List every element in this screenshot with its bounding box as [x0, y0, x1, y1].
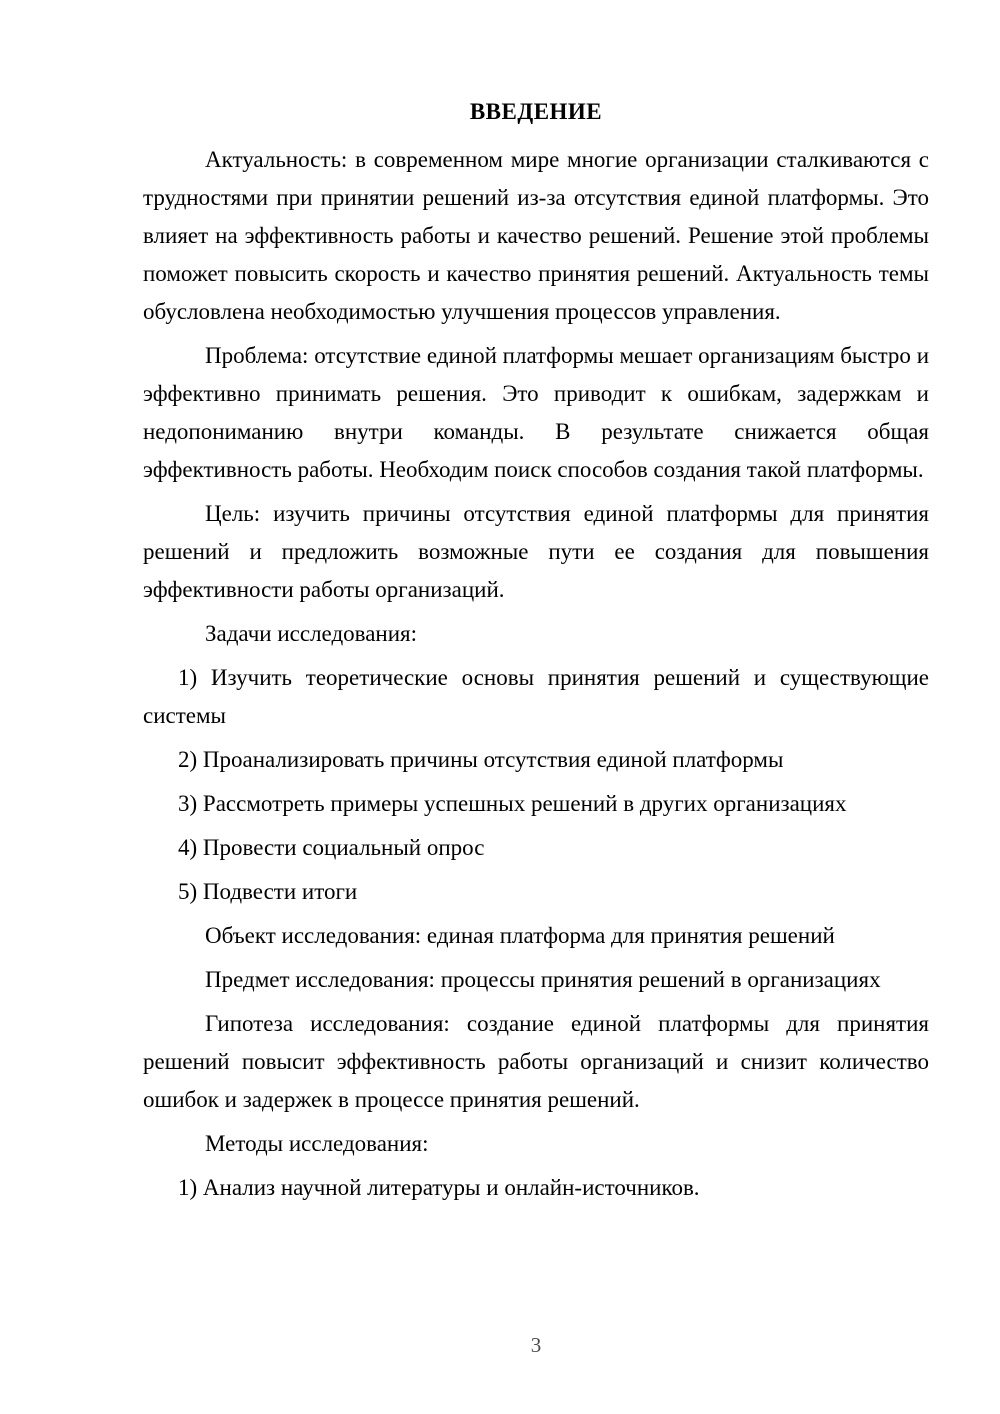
list-item: 1) Изучить теоретические основы принятия решений и существующие системы: [143, 665, 929, 728]
list-item: 5) Подвести итоги: [178, 879, 358, 904]
document-content: [143, 93, 929, 1213]
list-item: 2) Проанализировать причины отсутствия единой платформы: [178, 747, 784, 772]
page-number: 3: [530, 1333, 542, 1357]
paragraph: Предмет исследования: процессы принятия решений в организациях: [205, 967, 881, 992]
paragraph: Цель: изучить причины отсутствия единой платформы для принятия решений и предложить возможные пути ее создания для повышения эффективности работы организаций.: [143, 501, 929, 602]
paragraph: Задачи исследования:: [205, 621, 418, 646]
paragraph: Методы исследования:: [205, 1131, 429, 1156]
list-item: 3) Рассмотреть примеры успешных решений в других организациях: [178, 791, 847, 816]
paragraph: Объект исследования: единая платформа для принятия решений: [205, 923, 835, 948]
paragraph: Гипотеза исследования: создание единой платформы для принятия решений повысит эффективность работы организаций и снизит количество ошибок и задержек в процессе принятия решений.: [143, 1011, 929, 1112]
paragraph: Актуальность: в современном мире многие организации сталкиваются с трудностями при принятии решений из-за отсутствия единой платформы. Это влияет на эффективность работы и качество решений. Решение этой проблемы поможет повысить скорость и качество принятия решений. Актуальность темы обусловлена необходимостью улучшения процессов управления.: [143, 147, 929, 324]
list-item: 4) Провести социальный опрос: [178, 835, 485, 860]
paragraphs: [143, 141, 929, 1207]
list-item: 1) Анализ научной литературы и онлайн-источников.: [178, 1175, 700, 1200]
document-title: ВВЕДЕНИЕ: [469, 99, 603, 124]
paragraph: Проблема: отсутствие единой платформы мешает организациям быстро и эффективно принимать решения. Это приводит к ошибкам, задержкам и недопониманию внутри команды. В результате снижается общая эффективность работы. Необходим поиск способов создания такой платформы.: [143, 343, 929, 482]
